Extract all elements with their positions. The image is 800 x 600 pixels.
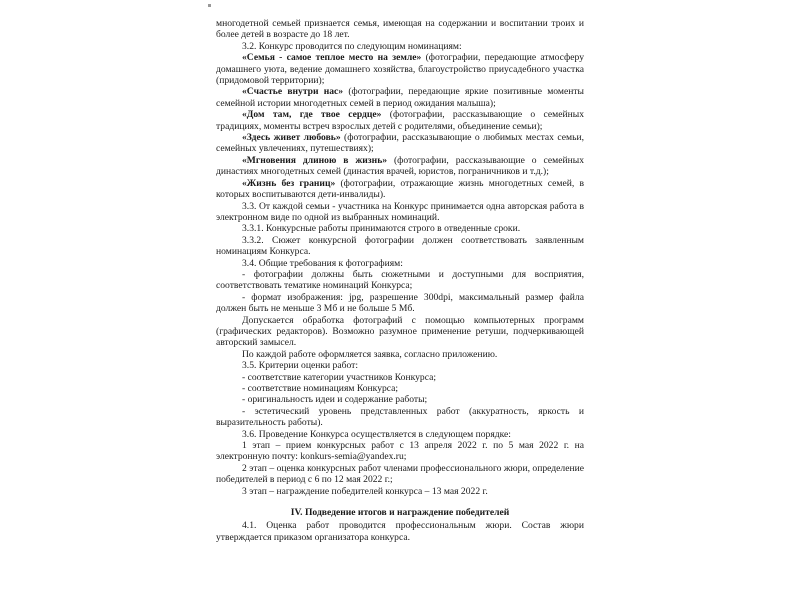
nomination-title: «Жизнь без границ» xyxy=(242,177,336,189)
nomination-item xyxy=(216,86,584,109)
paragraph: многодетной семьей признается семья, имеющая на содержании и воспитании троих и более детей в возрасте до 18 лет. xyxy=(216,18,584,41)
paragraph: 2 этап – оценка конкурсных работ членами профессионального жюри, определение победителей в период с 6 по 12 мая 2022 г.; xyxy=(216,462,584,486)
nomination-item xyxy=(216,109,584,132)
paragraph: 3.5. Критерии оценки работ: xyxy=(242,360,359,372)
nomination-title: «Здесь живет любовь» xyxy=(242,132,341,144)
paragraph: - формат изображения: jpg, разрешение 300dpi, максимальный размер файла должен быть не меньше 3 Мб и не больше 5 Мб. xyxy=(216,291,584,315)
nomination-text: (фотографии, отражающие жизнь многодетных семей, в которых воспитываются дети-инвалиды). xyxy=(216,177,584,201)
paragraph: По каждой работе оформляется заявка, согласно приложению. xyxy=(242,348,498,360)
paragraph: - эстетический уровень представленных работ (аккуратность, яркость и выразительность работы). xyxy=(216,405,584,429)
nomination-item xyxy=(216,178,584,201)
nomination-title: «Счастье внутри нас» xyxy=(242,86,344,98)
paragraph: 3 этап – награждение победителей конкурса – 13 мая 2022 г. xyxy=(242,485,488,497)
paragraph: 3.2. Конкурс проводится по следующим номинациям: xyxy=(242,40,462,52)
scan-dot xyxy=(208,4,211,7)
paragraph: 3.3.1. Конкурсные работы принимаются строго в отведенные сроки. xyxy=(242,223,521,235)
paragraph: - соответствие номинациям Конкурса; xyxy=(242,383,399,394)
section-heading: IV. Подведение итогов и награждение победителей xyxy=(290,507,510,519)
paragraph: 4.1. Оценка работ проводится профессиональным жюри. Состав жюри утверждается приказом организатора конкурса. xyxy=(216,520,584,543)
nomination-text: (фотографии, передающие атмосферу домашнего уюта, ведение домашнего хозяйства, благоустройство приусадебного участка (придомовой территории); xyxy=(216,52,584,87)
paragraph: 3.3. От каждой семьи - участника на Конкурс принимается одна авторская работа в электронном виде по одной из выбранных номинаций. xyxy=(216,200,584,223)
paragraph: Допускается обработка фотографий с помощью компьютерных программ (графических редакторов). Возможно разумное применение ретуши, подчеркивающей авторский замысел. xyxy=(216,314,584,349)
nomination-item xyxy=(216,132,584,155)
paragraph: 3.4. Общие требования к фотографиям: xyxy=(242,257,403,269)
paragraph: - оригинальность идеи и содержание работы; xyxy=(242,394,428,406)
paragraph: - фотографии должны быть сюжетными и доступными для восприятия, соответствовать тематике номинаций Конкурса; xyxy=(216,268,584,292)
paragraph: 3.6. Проведение Конкурса осуществляется в следующем порядке: xyxy=(242,428,511,440)
nomination-item xyxy=(216,52,584,86)
nomination-item xyxy=(216,155,584,178)
nomination-text: (фотографии, передающие яркие позитивные моменты семейной истории многодетных семей в период ожидания малыша); xyxy=(216,86,584,109)
document-body xyxy=(216,18,584,543)
nomination-title: «Дом там, где твое сердце» xyxy=(242,109,382,121)
nomination-text: (фотографии, рассказывающие о семейных традициях, моменты встреч взрослых детей с родителями, объединение семьи); xyxy=(216,109,584,132)
nomination-text: (фотографии, рассказывающие о семейных династиях многодетных семей (династия врачей, юристов, пограничников и т.д.); xyxy=(216,154,584,178)
nomination-title: «Мгновения длиною в жизнь» xyxy=(242,154,388,166)
paragraph: - соответствие категории участников Конкурса; xyxy=(242,371,437,383)
paragraph: 1 этап – прием конкурсных работ с 13 апреля 2022 г. по 5 мая 2022 г. на электронную почту: konkurs-semia@yandex.ru; xyxy=(216,440,584,463)
nomination-text: (фотографии, рассказывающие о любимых местах семьи, семейных увлечениях, путешествиях); xyxy=(216,132,584,155)
paragraph: 3.3.2. Сюжет конкурсной фотографии должен соответствовать заявленным номинациям Конкурса. xyxy=(216,234,584,258)
nomination-title: «Семья - самое теплое место на земле» xyxy=(242,52,422,64)
